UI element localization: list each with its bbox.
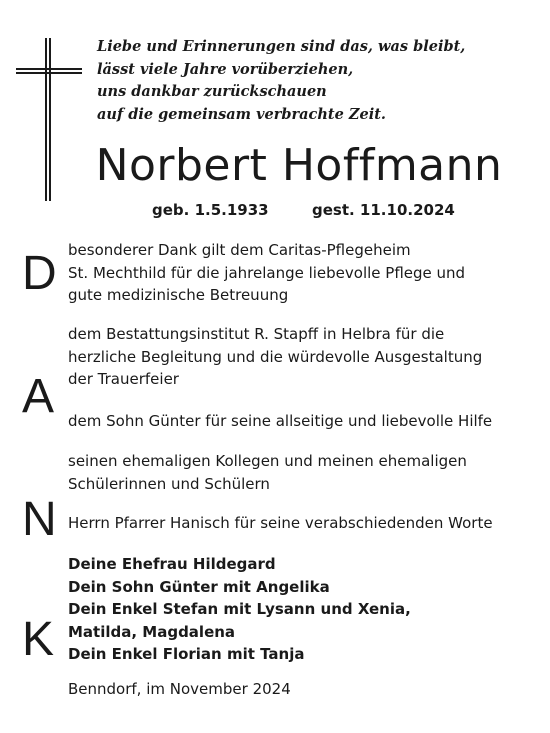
- thanks-line: dem Bestattungsinstitut R. Stapff in Helbra für die: [68, 325, 445, 343]
- poem-line: lässt viele Jahre vorüberziehen,: [97, 60, 354, 78]
- thanks-care-home: [68, 239, 538, 307]
- family-line: Dein Enkel Stefan mit Lysann und Xenia,: [68, 600, 411, 618]
- family-line: Dein Sohn Günter mit Angelika: [68, 577, 330, 596]
- thanks-line: dem Sohn Günter für seine allseitige und liebevolle Hilfe: [68, 412, 493, 430]
- thanks-colleagues: [68, 450, 538, 495]
- thanks-line: besonderer Dank gilt dem Caritas-Pflegeheim: [68, 241, 411, 259]
- dank-letter-n: N: [22, 493, 57, 546]
- poem-line: uns dankbar zurückschauen: [97, 83, 327, 100]
- family-line: Matilda, Magdalena: [68, 622, 236, 641]
- dank-letter-a: A: [22, 370, 55, 423]
- thanks-son: [68, 410, 538, 433]
- family-line: Deine Ehefrau Hildegard: [68, 555, 276, 573]
- thanks-line: gute medizinische Betreuung: [68, 286, 289, 304]
- dank-letter-k: K: [22, 613, 55, 666]
- thanks-line: Herrn Pfarrer Hanisch für seine verabschiedenden Worte: [68, 514, 493, 532]
- birth-date: geb. 1.5.1933: [152, 201, 269, 219]
- thanks-pastor: [68, 512, 538, 535]
- family-line: Dein Enkel Florian mit Tanja: [68, 645, 305, 663]
- family-signatures: [68, 553, 411, 666]
- thanks-funeral-home: [68, 323, 538, 391]
- thanks-line: seinen ehemaligen Kollegen und meinen ehemaligen: [68, 452, 467, 470]
- thanks-line: herzliche Begleitung und die würdevolle Ausgestaltung: [68, 347, 483, 366]
- thanks-line: St. Mechthild für die jahrelange liebevolle Pflege und: [68, 263, 466, 282]
- poem-line: Liebe und Erinnerungen sind das, was bleibt,: [97, 38, 466, 55]
- thanks-line: der Trauerfeier: [68, 370, 179, 388]
- death-date: gest. 11.10.2024: [312, 201, 455, 219]
- deceased-name: Norbert Hoffmann: [95, 140, 503, 191]
- poem-line: auf die gemeinsam verbrachte Zeit.: [97, 105, 386, 123]
- place-date: Benndorf, im November 2024: [68, 680, 291, 698]
- dank-letter-d: D: [22, 247, 57, 300]
- thanks-line: Schülerinnen und Schülern: [68, 474, 270, 493]
- poem: [97, 36, 465, 126]
